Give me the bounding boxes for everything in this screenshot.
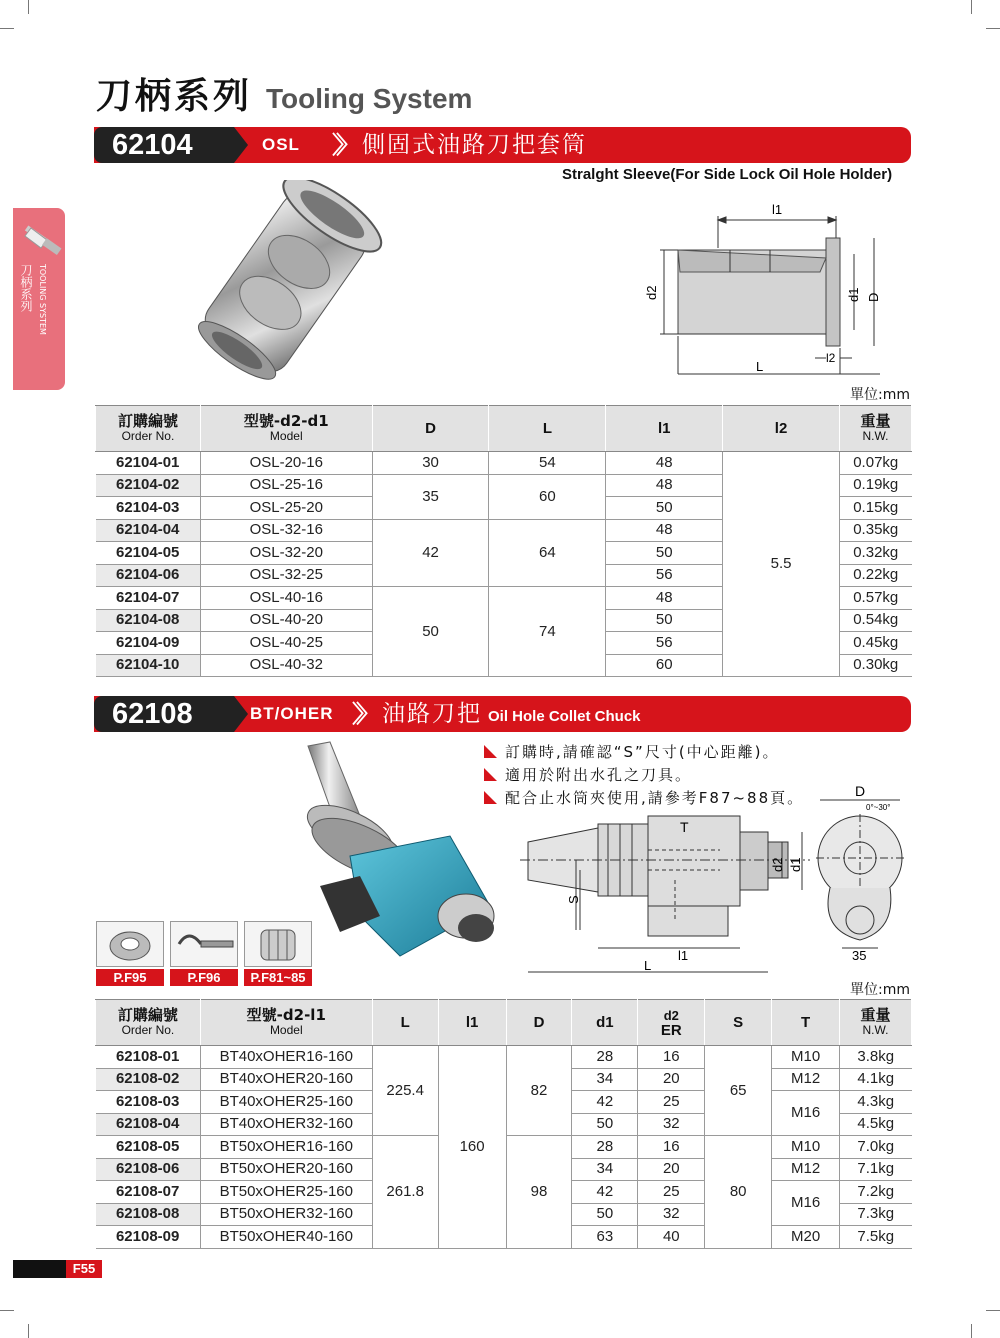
nw-value: 4.5kg (840, 1113, 912, 1136)
nw-value: 0.15kg (839, 497, 911, 520)
d1-value: 50 (572, 1113, 638, 1136)
col-L: L (489, 406, 606, 452)
col-D: D (372, 406, 489, 452)
d2-value: 16 (638, 1046, 705, 1069)
d2-value: 16 (638, 1136, 705, 1159)
l1-value: 56 (606, 564, 723, 587)
model: OSL-40-32 (200, 654, 372, 677)
D-value: 35 (372, 474, 489, 519)
order-no: 62104-01 (96, 452, 201, 475)
note-3: 配合止水筒夾使用,請參考F87~88頁。 (484, 787, 804, 810)
section2-title-en: Oil Hole Collet Chuck (488, 708, 641, 725)
col-l2: l2 (723, 406, 840, 452)
chuck-technical-drawing (520, 780, 920, 980)
col2-nw: 重量 N.W. (840, 1000, 912, 1046)
order-no: 62108-02 (96, 1068, 201, 1091)
col2-L: L (372, 1000, 438, 1046)
order-no: 62104-04 (96, 519, 201, 542)
side-tab-label (19, 264, 33, 312)
model: BT50xOHER40-160 (200, 1226, 372, 1249)
section2-model: BT/OHER (250, 704, 334, 723)
order-no: 62108-07 (96, 1181, 201, 1204)
nw-value: 7.5kg (840, 1226, 912, 1249)
L-value: 54 (489, 452, 606, 475)
model: OSL-25-20 (200, 497, 372, 520)
nw-value: 7.0kg (840, 1136, 912, 1159)
order-no: 62104-05 (96, 542, 201, 565)
col2-d1: d1 (572, 1000, 638, 1046)
d2-value: 25 (638, 1091, 705, 1114)
chuck-angle-label: 0°~30° (866, 803, 891, 812)
d1-value: 42 (572, 1091, 638, 1114)
l1-value: 48 (606, 587, 723, 610)
L-value: 225.4 (372, 1046, 438, 1136)
section2-title-zh: 油路刀把 (382, 701, 482, 727)
accessory-wrench-image (170, 921, 238, 967)
section1-banner (94, 127, 911, 163)
model: BT40xOHER25-160 (200, 1091, 372, 1114)
drawing-d1-label: d1 (846, 287, 861, 302)
nw-value: 7.1kg (840, 1158, 912, 1181)
model: BT40xOHER16-160 (200, 1046, 372, 1069)
order-no: 62108-01 (96, 1046, 201, 1069)
section2-unit: 單位:mm (850, 982, 910, 998)
d2-value: 20 (638, 1068, 705, 1091)
nw-value: 0.32kg (839, 542, 911, 565)
col2-D: D (506, 1000, 572, 1046)
nw-value: 4.1kg (840, 1068, 912, 1091)
collet-icon (245, 922, 311, 966)
col2-order-no: 訂購編號 Order No. (96, 1000, 201, 1046)
collet-nut-icon (97, 922, 163, 966)
order-no: 62108-08 (96, 1203, 201, 1226)
side-tab-label-zh: 刀柄系列 (19, 264, 33, 312)
nw-value: 0.54kg (839, 609, 911, 632)
collet-chuck-product-image (280, 736, 510, 986)
drawing-d2-label: d2 (644, 285, 659, 300)
D-value: 82 (506, 1046, 572, 1136)
order-no: 62104-06 (96, 564, 201, 587)
D-value: 30 (372, 452, 489, 475)
T-value: M12 (772, 1158, 840, 1181)
side-tab-label-en: TOOLING SYSTEM (38, 264, 47, 335)
L-value: 261.8 (372, 1136, 438, 1249)
chuck-L-label: L (644, 958, 652, 973)
chevron-icon: 〉〉 (352, 700, 372, 728)
order-no: 62104-08 (96, 609, 201, 632)
col2-d2: d2 ER (638, 1000, 705, 1046)
drawing-l1-label: l1 (772, 202, 783, 217)
chuck-d2-label: d2 (770, 857, 785, 872)
note-1: 訂購時,請確認“S”尺寸(中心距離)。 (484, 741, 780, 764)
D-value: 42 (372, 519, 489, 587)
order-no: 62104-10 (96, 654, 201, 677)
sleeve-product-image (180, 180, 400, 380)
model: OSL-32-25 (200, 564, 372, 587)
d2-value: 32 (638, 1203, 705, 1226)
model: BT50xOHER20-160 (200, 1158, 372, 1181)
section1-code: 62104 (94, 127, 234, 163)
order-no: 62108-03 (96, 1091, 201, 1114)
accessory-ref-1[interactable]: P.F95 (96, 969, 164, 986)
model: OSL-40-25 (200, 632, 372, 655)
d2-value: 40 (638, 1226, 705, 1249)
nw-value: 0.57kg (839, 587, 911, 610)
order-no: 62108-06 (96, 1158, 201, 1181)
nw-value: 3.8kg (840, 1046, 912, 1069)
l1-value: 50 (606, 542, 723, 565)
section1-title-zh: 側固式油路刀把套筒 (362, 132, 587, 158)
d1-value: 28 (572, 1136, 638, 1159)
page-title-zh: 刀柄系列 (96, 76, 253, 117)
chuck-S-label: S (566, 895, 581, 904)
section1-model: OSL (262, 135, 300, 154)
chuck-d1-label: d1 (788, 857, 803, 872)
col2-l1: l1 (438, 1000, 506, 1046)
triangle-bullet-icon (484, 768, 497, 781)
col2-S: S (705, 1000, 772, 1046)
sleeve-technical-drawing (640, 198, 900, 378)
L-value: 74 (489, 587, 606, 677)
accessory-ref-2[interactable]: P.F96 (170, 969, 238, 986)
wrench-icon (171, 922, 237, 966)
order-no: 62108-09 (96, 1226, 201, 1249)
d1-value: 28 (572, 1046, 638, 1069)
T-value: M10 (772, 1046, 840, 1069)
S-value: 65 (705, 1046, 772, 1136)
chevron-icon: 〉〉 (332, 131, 352, 159)
section2-banner (94, 696, 911, 732)
col-order-no: 訂購編號 Order No. (96, 406, 201, 452)
accessory-nut-image (96, 921, 164, 967)
page-title (96, 68, 472, 119)
l1-value: 60 (606, 654, 723, 677)
nw-value: 7.2kg (840, 1181, 912, 1204)
model: BT50xOHER16-160 (200, 1136, 372, 1159)
chuck-D-label: D (855, 783, 866, 799)
order-no: 62104-02 (96, 474, 201, 497)
model: BT40xOHER32-160 (200, 1113, 372, 1136)
T-value: M10 (772, 1136, 840, 1159)
drawing-l2-label: l2 (826, 351, 836, 365)
l1-value: 48 (606, 474, 723, 497)
nw-value: 4.3kg (840, 1091, 912, 1114)
order-no: 62104-03 (96, 497, 201, 520)
section2-code: 62108 (94, 696, 234, 732)
nw-value: 0.22kg (839, 564, 911, 587)
l1-value: 50 (606, 609, 723, 632)
col-nw: 重量 N.W. (839, 406, 911, 452)
model: OSL-32-20 (200, 542, 372, 565)
model: OSL-40-16 (200, 587, 372, 610)
L-value: 60 (489, 474, 606, 519)
model: OSL-32-16 (200, 519, 372, 542)
d2-value: 32 (638, 1113, 705, 1136)
col-model: 型號-d2-d1 Model (200, 406, 372, 452)
d1-value: 42 (572, 1181, 638, 1204)
accessory-collet-image (244, 921, 312, 967)
S-value: 80 (705, 1136, 772, 1249)
table-row (96, 1046, 912, 1069)
nw-value: 0.30kg (839, 654, 911, 677)
triangle-bullet-icon (484, 791, 497, 804)
order-no: 62104-09 (96, 632, 201, 655)
model: BT40xOHER20-160 (200, 1068, 372, 1091)
nw-value: 7.3kg (840, 1203, 912, 1226)
L-value: 64 (489, 519, 606, 587)
l1-value: 160 (438, 1046, 506, 1249)
side-tab-label-en-wrap (36, 264, 49, 335)
col2-model: 型號-d2-l1 Model (200, 1000, 372, 1046)
d1-value: 50 (572, 1203, 638, 1226)
order-no: 62108-05 (96, 1136, 201, 1159)
l1-value: 56 (606, 632, 723, 655)
l2-value: 5.5 (723, 452, 840, 677)
section1-subtitle: Stralght Sleeve(For Side Lock Oil Hole Holder) (562, 166, 893, 183)
page-title-en: Tooling System (266, 83, 473, 114)
model: BT50xOHER32-160 (200, 1203, 372, 1226)
triangle-bullet-icon (484, 745, 497, 758)
nw-value: 0.19kg (839, 474, 911, 497)
nw-value: 0.35kg (839, 519, 911, 542)
d1-value: 63 (572, 1226, 638, 1249)
model: BT50xOHER25-160 (200, 1181, 372, 1204)
model: OSL-20-16 (200, 452, 372, 475)
col-l1: l1 (606, 406, 723, 452)
section1-spec-table (95, 405, 912, 677)
order-no: 62108-04 (96, 1113, 201, 1136)
T-value: M16 (772, 1091, 840, 1136)
T-value: M20 (772, 1226, 840, 1249)
model: OSL-40-20 (200, 609, 372, 632)
model: OSL-25-16 (200, 474, 372, 497)
d1-value: 34 (572, 1068, 638, 1091)
note-2: 適用於附出水孔之刀具。 (484, 764, 692, 787)
d2-value: 20 (638, 1158, 705, 1181)
l1-value: 48 (606, 452, 723, 475)
d1-value: 34 (572, 1158, 638, 1181)
order-no: 62104-07 (96, 587, 201, 610)
nw-value: 0.07kg (839, 452, 911, 475)
section1-unit: 單位:mm (850, 387, 910, 403)
accessory-ref-3[interactable]: P.F81~85 (244, 969, 312, 986)
drawing-D-label: D (866, 292, 881, 302)
l1-value: 50 (606, 497, 723, 520)
section2-spec-table (95, 999, 912, 1249)
d2-value: 25 (638, 1181, 705, 1204)
col2-T: T (772, 1000, 840, 1046)
drawing-L-label: L (756, 359, 764, 374)
T-value: M16 (772, 1181, 840, 1226)
page-number: F55 (66, 1260, 102, 1278)
chuck-T-label: T (680, 819, 689, 835)
D-value: 98 (506, 1136, 572, 1249)
chuck-35-label: 35 (852, 948, 867, 963)
T-value: M12 (772, 1068, 840, 1091)
chuck-l1-label: l1 (678, 948, 689, 963)
table-row (96, 452, 912, 475)
nw-value: 0.45kg (839, 632, 911, 655)
page-number-bar (13, 1260, 67, 1278)
D-value: 50 (372, 587, 489, 677)
l1-value: 48 (606, 519, 723, 542)
